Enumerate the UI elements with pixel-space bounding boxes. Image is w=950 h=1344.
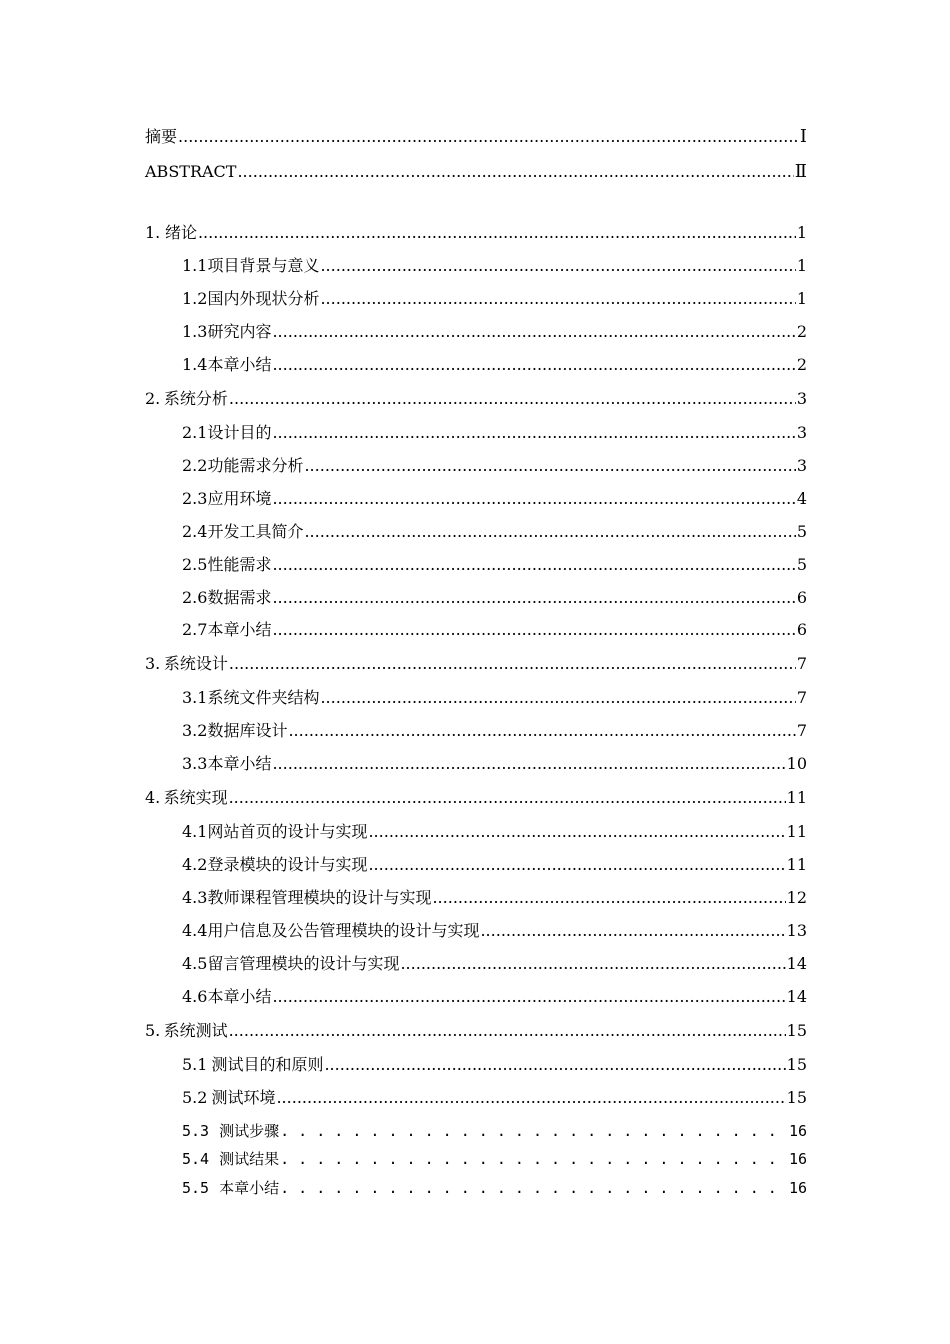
- toc-entry-number: 5.5: [182, 1179, 210, 1197]
- toc-entry-number: 2.: [145, 389, 161, 408]
- toc-entry-number: 4.6: [182, 987, 208, 1006]
- dot-leader: [272, 488, 795, 510]
- toc-entry-number: 4.3: [182, 888, 208, 907]
- toc-entry-number: 2.7: [182, 620, 208, 639]
- toc-entry-title: 测试目的和原则: [211, 1055, 324, 1074]
- toc-entry-page: 14: [786, 954, 807, 973]
- dot-leader: [229, 1020, 786, 1042]
- toc-entry-title: 用户信息及公告管理模块的设计与实现: [207, 921, 480, 940]
- dot-leader: [480, 920, 785, 942]
- toc-entry-number: 2.1: [182, 423, 208, 442]
- dot-leader: [368, 854, 785, 876]
- dot-leader: [320, 288, 795, 310]
- dot-leader: [272, 354, 795, 376]
- toc-entry-number: 2.2: [182, 456, 208, 475]
- toc-entry-title: 系统文件夹结构: [207, 688, 320, 707]
- toc-entry-page: 3: [796, 423, 807, 442]
- dot-leader: [178, 126, 799, 148]
- toc-section-2-4[interactable]: [145, 521, 807, 543]
- toc-entry-title: 开发工具简介: [207, 522, 304, 541]
- toc-entry-title: 测试步骤: [219, 1122, 280, 1140]
- toc-section-3-3[interactable]: [145, 753, 807, 775]
- dot-leader: [304, 455, 795, 477]
- dot-leader: [276, 1087, 785, 1109]
- toc-chapter-4[interactable]: [145, 787, 807, 809]
- toc-entry-title: 本章小结: [207, 620, 272, 639]
- toc-entry-page: 16: [788, 1179, 807, 1197]
- toc-entry-title: 国内外现状分析: [207, 289, 320, 308]
- toc-entry-number: 5.3: [182, 1122, 210, 1140]
- toc-entry-title: 摘要: [145, 127, 178, 146]
- toc-entry-number: 4.2: [182, 855, 208, 874]
- toc-entry-number: 2.3: [182, 489, 208, 508]
- toc-entry-title: 测试结果: [219, 1150, 280, 1168]
- toc-entry-page: 2: [796, 322, 807, 341]
- toc-entry-page: 14: [786, 987, 807, 1006]
- toc-section-5-2[interactable]: [145, 1087, 807, 1109]
- toc-entry-page: 6: [796, 588, 807, 607]
- toc-entry-title: 教师课程管理模块的设计与实现: [207, 888, 432, 907]
- dot-leader: [272, 753, 785, 775]
- toc-entry-title: 网站首页的设计与实现: [207, 822, 368, 841]
- dot-leader: [288, 720, 795, 742]
- toc-entry-page: 15: [786, 1088, 807, 1107]
- toc-entry-title: 功能需求分析: [207, 456, 304, 475]
- toc-section-5-3[interactable]: [145, 1120, 807, 1142]
- dot-leader: [432, 887, 785, 909]
- toc-entry-page: 1: [796, 256, 807, 275]
- table-of-contents: [145, 0, 807, 1344]
- toc-chapter-2[interactable]: [145, 388, 807, 410]
- toc-entry-number: 3.3: [182, 754, 208, 773]
- toc-entry-page: 13: [786, 921, 807, 940]
- toc-entry-page: 11: [786, 855, 807, 874]
- dot-leader: [304, 521, 795, 543]
- toc-entry-title: 登录模块的设计与实现: [207, 855, 368, 874]
- toc-entry-title: 系统测试: [163, 1021, 228, 1040]
- toc-entry-title: 系统设计: [163, 654, 228, 673]
- dot-leader: [272, 986, 785, 1008]
- toc-section-1-2[interactable]: [145, 288, 807, 310]
- toc-entry-number: 2.5: [182, 555, 208, 574]
- dot-leader: [198, 222, 796, 244]
- toc-entry-page: 16: [788, 1150, 807, 1168]
- toc-entry-page: 7: [796, 654, 807, 673]
- toc-section-1-4[interactable]: [145, 354, 807, 376]
- toc-entry-title: 本章小结: [219, 1179, 280, 1197]
- toc-section-3-2[interactable]: [145, 720, 807, 742]
- toc-entry-page: 10: [786, 754, 807, 773]
- toc-entry-page: 5: [796, 555, 807, 574]
- toc-entry-title: 设计目的: [207, 423, 272, 442]
- dot-leader: [237, 161, 793, 183]
- toc-section-2-7[interactable]: [145, 619, 807, 641]
- toc-entry-title: 性能需求: [207, 555, 272, 574]
- toc-section-4-3[interactable]: [145, 887, 807, 909]
- toc-entry-page: 5: [796, 522, 807, 541]
- toc-entry-page: 11: [786, 822, 807, 841]
- toc-section-4-6[interactable]: [145, 986, 807, 1008]
- toc-entry-title: 本章小结: [207, 754, 272, 773]
- toc-entry-number: 3.1: [182, 688, 208, 707]
- toc-section-2-1[interactable]: [145, 422, 807, 444]
- toc-entry-title: 数据需求: [207, 588, 272, 607]
- dot-leader: [280, 1148, 788, 1170]
- toc-entry-number: 2.4: [182, 522, 208, 541]
- toc-entry-number: 5.: [145, 1021, 161, 1040]
- toc-entry-page: 3: [796, 456, 807, 475]
- toc-section-2-2[interactable]: [145, 455, 807, 477]
- toc-entry-title: 研究内容: [207, 322, 272, 341]
- toc-section-4-5[interactable]: [145, 953, 807, 975]
- toc-chapter-5[interactable]: [145, 1020, 807, 1042]
- toc-section-1-3[interactable]: [145, 321, 807, 343]
- toc-entry-title: 系统实现: [163, 788, 228, 807]
- toc-entry-number: 1.3: [182, 322, 208, 341]
- dot-leader: [272, 554, 795, 576]
- dot-leader: [272, 321, 795, 343]
- toc-section-2-6[interactable]: [145, 587, 807, 609]
- toc-entry-number: 3.2: [182, 721, 208, 740]
- toc-entry-title: 应用环境: [207, 489, 272, 508]
- toc-section-4-2[interactable]: [145, 854, 807, 876]
- toc-entry-title: 项目背景与意义: [207, 256, 320, 275]
- dot-leader: [272, 422, 795, 444]
- toc-entry-number: 1.1: [182, 256, 208, 275]
- toc-section-5-5[interactable]: [145, 1177, 807, 1199]
- toc-entry-page: 16: [788, 1122, 807, 1140]
- toc-entry-title: ABSTRACT: [145, 162, 237, 181]
- toc-entry-title: 测试环境: [211, 1088, 276, 1107]
- toc-entry-page: 15: [786, 1055, 807, 1074]
- toc-entry-title: 系统分析: [163, 389, 228, 408]
- toc-entry-title: 本章小结: [207, 355, 272, 374]
- toc-entry-page: 1: [796, 289, 807, 308]
- toc-entry-number: 3.: [145, 654, 161, 673]
- toc-entry-page: 2: [796, 355, 807, 374]
- toc-entry-title: 本章小结: [207, 987, 272, 1006]
- toc-entry-number: 1.4: [182, 355, 208, 374]
- toc-entry-title: 留言管理模块的设计与实现: [207, 954, 400, 973]
- dot-leader: [400, 953, 785, 975]
- dot-leader: [280, 1120, 788, 1142]
- toc-entry-number: 1.2: [182, 289, 208, 308]
- toc-section-5-1[interactable]: [145, 1054, 807, 1076]
- toc-entry-number: 5.1: [182, 1055, 208, 1074]
- toc-entry-number: 2.6: [182, 588, 208, 607]
- toc-entry-page: Ⅰ: [799, 126, 807, 147]
- toc-entry-number: 4.4: [182, 921, 208, 940]
- toc-section-4-4[interactable]: [145, 920, 807, 942]
- dot-leader: [229, 787, 786, 809]
- dot-leader: [320, 687, 795, 709]
- toc-chapter-1[interactable]: [145, 222, 807, 244]
- toc-entry-number: 4.5: [182, 954, 208, 973]
- toc-entry-abstract-en[interactable]: [145, 161, 807, 183]
- dot-leader: [324, 1054, 785, 1076]
- toc-entry-number: 5.2: [182, 1088, 208, 1107]
- toc-entry-number: 4.1: [182, 822, 208, 841]
- toc-entry-page: 15: [786, 1021, 807, 1040]
- toc-section-4-1[interactable]: [145, 821, 807, 843]
- toc-entry-number: 1.: [145, 223, 161, 242]
- dot-leader: [280, 1177, 788, 1199]
- dot-leader: [272, 587, 795, 609]
- toc-entry-page: 3: [796, 389, 807, 408]
- toc-chapter-3[interactable]: [145, 653, 807, 675]
- toc-entry-title: 绪论: [164, 223, 197, 242]
- dot-leader: [272, 619, 795, 641]
- toc-entry-page: 11: [786, 788, 807, 807]
- dot-leader: [229, 653, 796, 675]
- toc-section-2-3[interactable]: [145, 488, 807, 510]
- toc-entry-page: 7: [796, 721, 807, 740]
- dot-leader: [368, 821, 785, 843]
- toc-entry-page: 4: [796, 489, 807, 508]
- toc-section-1-1[interactable]: [145, 255, 807, 277]
- toc-entry-page: Ⅱ: [794, 161, 807, 182]
- toc-entry-page: 6: [796, 620, 807, 639]
- toc-entry-page: 1: [796, 223, 807, 242]
- toc-section-2-5[interactable]: [145, 554, 807, 576]
- dot-leader: [229, 388, 796, 410]
- toc-entry-number: 5.4: [182, 1150, 210, 1168]
- dot-leader: [320, 255, 795, 277]
- toc-entry-page: 12: [786, 888, 807, 907]
- toc-section-5-4[interactable]: [145, 1148, 807, 1170]
- toc-section-3-1[interactable]: [145, 687, 807, 709]
- toc-entry-title: 数据库设计: [207, 721, 288, 740]
- toc-entry-abstract-cn[interactable]: [145, 126, 807, 148]
- toc-entry-page: 7: [796, 688, 807, 707]
- toc-entry-number: 4.: [145, 788, 161, 807]
